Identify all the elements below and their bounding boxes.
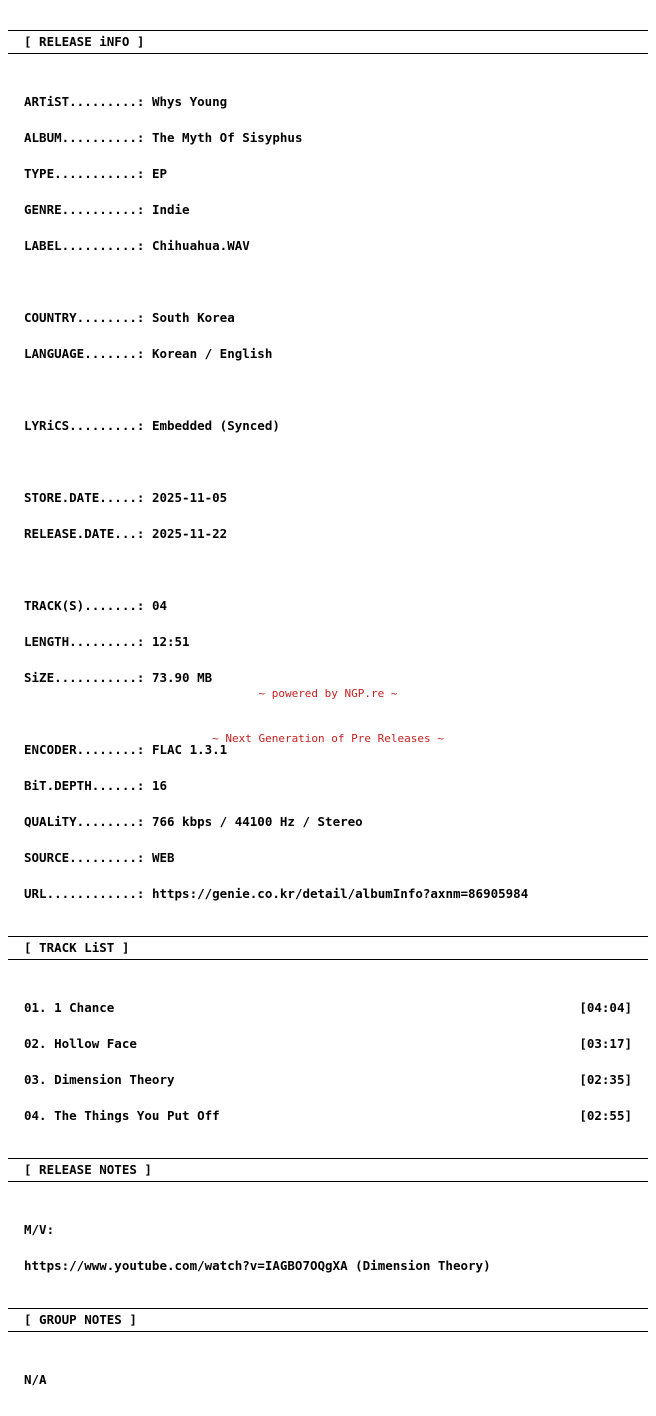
info-value: 12:51	[151, 634, 190, 649]
info-row-country	[24, 312, 632, 324]
info-value: 04	[151, 598, 168, 613]
info-key: STORE.DATE.....:	[24, 490, 145, 505]
track-row	[24, 1002, 632, 1014]
release-info-block	[8, 54, 648, 936]
info-value: Embedded (Synced)	[151, 418, 280, 433]
info-row-tracks	[24, 600, 632, 612]
info-value: WEB	[151, 850, 175, 865]
info-value: Indie	[151, 202, 190, 217]
track-duration: [04:04]	[579, 1000, 632, 1015]
mv-label: M/V:	[24, 1222, 55, 1237]
footer-powered-by: ~ powered by NGP.re ~	[258, 687, 398, 700]
info-key: ENCODER........:	[24, 742, 145, 757]
info-key: ALBUM..........:	[24, 130, 145, 145]
section-header-track-list: [ TRACK LiST ]	[24, 940, 130, 955]
info-key: LANGUAGE.......:	[24, 346, 145, 361]
info-key: SOURCE.........:	[24, 850, 145, 865]
track-duration: [02:35]	[579, 1072, 632, 1087]
info-key: QUALiTY........:	[24, 814, 145, 829]
info-value: EP	[151, 166, 168, 181]
footer	[0, 656, 656, 761]
release-notes-block	[8, 1182, 648, 1308]
info-row-genre	[24, 204, 632, 216]
track-title: 02. Hollow Face	[24, 1036, 137, 1051]
track-row	[24, 1110, 632, 1122]
info-row-length	[24, 636, 632, 648]
info-row-type	[24, 168, 632, 180]
info-row-quality	[24, 816, 632, 828]
group-notes-text: N/A	[24, 1372, 47, 1387]
track-title: 03. Dimension Theory	[24, 1072, 175, 1087]
track-title: 01. 1 Chance	[24, 1000, 115, 1015]
info-row-lyrics	[24, 420, 632, 432]
info-row-bit-depth	[24, 780, 632, 792]
info-value: The Myth Of Sisyphus	[151, 130, 303, 145]
info-key: BiT.DEPTH......:	[24, 778, 145, 793]
info-key: TRACK(S).......:	[24, 598, 145, 613]
info-value: Whys Young	[151, 94, 228, 109]
track-list-block	[8, 960, 648, 1158]
track-duration: [02:55]	[579, 1108, 632, 1123]
section-header-release-notes: [ RELEASE NOTES ]	[24, 1162, 152, 1177]
info-key: LENGTH.........:	[24, 634, 145, 649]
track-row	[24, 1038, 632, 1050]
info-row-store-date	[24, 492, 632, 504]
info-value: 2025-11-05	[151, 490, 228, 505]
info-row-album	[24, 132, 632, 144]
info-key: COUNTRY........:	[24, 310, 145, 325]
info-value: 766 kbps / 44100 Hz / Stereo	[151, 814, 363, 829]
info-row-release-date	[24, 528, 632, 540]
info-key: GENRE..........:	[24, 202, 145, 217]
mv-link[interactable]: https://www.youtube.com/watch?v=IAGBO7OQgXA (Dimension Theory)	[24, 1258, 491, 1273]
track-row	[24, 1074, 632, 1086]
section-header-release-info: [ RELEASE iNFO ]	[24, 34, 145, 49]
info-value: 2025-11-22	[151, 526, 228, 541]
track-duration: [03:17]	[579, 1036, 632, 1051]
section-header-group-notes: [ GROUP NOTES ]	[24, 1312, 137, 1327]
info-key: LABEL..........:	[24, 238, 145, 253]
info-key: ARTiST.........:	[24, 94, 145, 109]
info-row-source	[24, 852, 632, 864]
info-value: South Korea	[151, 310, 235, 325]
info-key: URL............:	[24, 886, 145, 901]
info-key: RELEASE.DATE...:	[24, 526, 145, 541]
info-value: 16	[151, 778, 168, 793]
group-notes-block	[8, 1332, 648, 1416]
info-key: TYPE...........:	[24, 166, 145, 181]
info-key: LYRiCS.........:	[24, 418, 145, 433]
info-url-link[interactable]: https://genie.co.kr/detail/albumInfo?axnm=86905984	[151, 886, 529, 901]
info-value: Chihuahua.WAV	[151, 238, 250, 253]
info-row-url	[24, 888, 632, 900]
info-row-language	[24, 348, 632, 360]
info-row-label	[24, 240, 632, 252]
track-title: 04. The Things You Put Off	[24, 1108, 220, 1123]
info-value: FLAC 1.3.1	[151, 742, 228, 757]
info-value: Korean / English	[151, 346, 273, 361]
info-key: SiZE...........:	[24, 670, 145, 685]
footer-tagline: ~ Next Generation of Pre Releases ~	[212, 732, 444, 745]
info-value: 73.90 MB	[151, 670, 213, 685]
info-row-artist	[24, 96, 632, 108]
